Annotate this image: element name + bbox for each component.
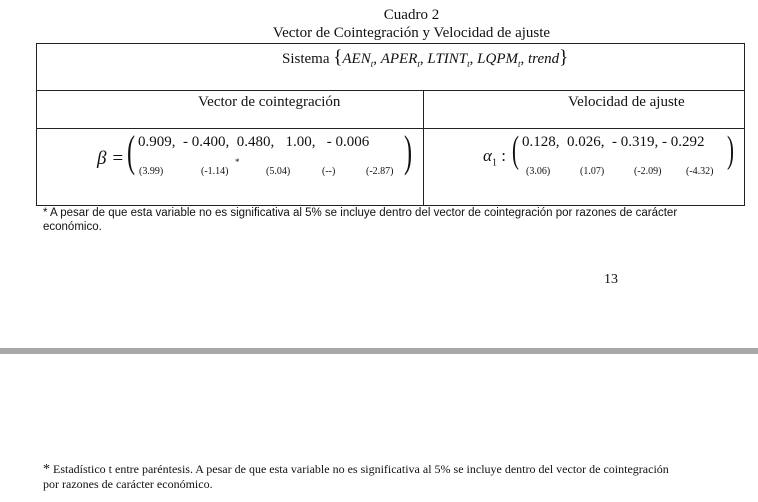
table-row-divider-2 bbox=[36, 128, 745, 129]
sistema-label: Sistema bbox=[282, 51, 330, 67]
var-aen: AEN bbox=[342, 51, 371, 67]
footnote-bottom bbox=[43, 462, 683, 492]
footnote-asterisk: * bbox=[43, 462, 50, 477]
footnote-top: * A pesar de que esta variable no es significativa al 5% se incluye dentro del vector de cointegración por razones de carácter económico. bbox=[43, 207, 678, 233]
beta-star: * bbox=[235, 157, 240, 167]
alpha-tstat-4: (-4.32) bbox=[686, 166, 714, 177]
table-subtitle: Vector de Cointegración y Velocidad de ajuste bbox=[272, 25, 551, 41]
beta-values: 0.909, - 0.400, 0.480, 1.00, - 0.006 bbox=[138, 134, 370, 150]
column-header-cointegration: Vector de cointegración bbox=[198, 94, 341, 110]
table-title: Cuadro 2 bbox=[383, 7, 440, 23]
alpha-tstat-2: (1.07) bbox=[580, 166, 605, 177]
column-header-adjustment: Velocidad de ajuste bbox=[568, 94, 685, 110]
page-separator bbox=[0, 348, 758, 354]
beta-tstat-3: (5.04) bbox=[266, 166, 291, 177]
beta-left-paren: ( bbox=[127, 127, 136, 176]
table-row-divider-1 bbox=[36, 90, 745, 91]
beta-tstat-1: (3.99) bbox=[139, 166, 164, 177]
var-trend: trend bbox=[528, 51, 560, 67]
var-lqpm: LQPM bbox=[477, 51, 518, 67]
beta-tstat-4: (--) bbox=[322, 166, 336, 177]
beta-right-paren: ) bbox=[404, 127, 413, 176]
table-column-divider bbox=[423, 90, 424, 206]
alpha-tstat-1: (3.06) bbox=[526, 166, 551, 177]
alpha-tstat-3: (-2.09) bbox=[634, 166, 662, 177]
alpha-symbol: $\alpha_1$ : bbox=[483, 146, 506, 169]
table-left-border bbox=[36, 43, 37, 206]
alpha-left-paren: ( bbox=[512, 129, 519, 171]
var-ltint: LTINT bbox=[427, 51, 468, 67]
footnote-bottom-text: Estadístico t entre paréntesis. A pesar de que esta variable no es significativa al 5% se incluye dentro del vector de cointegración por razones de carácter económico. bbox=[43, 462, 669, 491]
beta-symbol: β = bbox=[97, 148, 125, 169]
sistema-row: Sistema {$AEN_t$, $APER_t$, $LTINT_t$, $LQPM_t$, trend} bbox=[282, 47, 569, 69]
beta-tstat-2: (-1.14) bbox=[201, 166, 229, 177]
table-right-border bbox=[744, 43, 745, 206]
table-top-border bbox=[36, 43, 745, 44]
page-number: 13 bbox=[604, 272, 618, 287]
var-aper: APER bbox=[380, 51, 418, 67]
alpha-values: 0.128, 0.026, - 0.319, - 0.292 bbox=[522, 134, 705, 150]
alpha-right-paren: ) bbox=[727, 129, 734, 171]
beta-tstat-5: (-2.87) bbox=[366, 166, 394, 177]
